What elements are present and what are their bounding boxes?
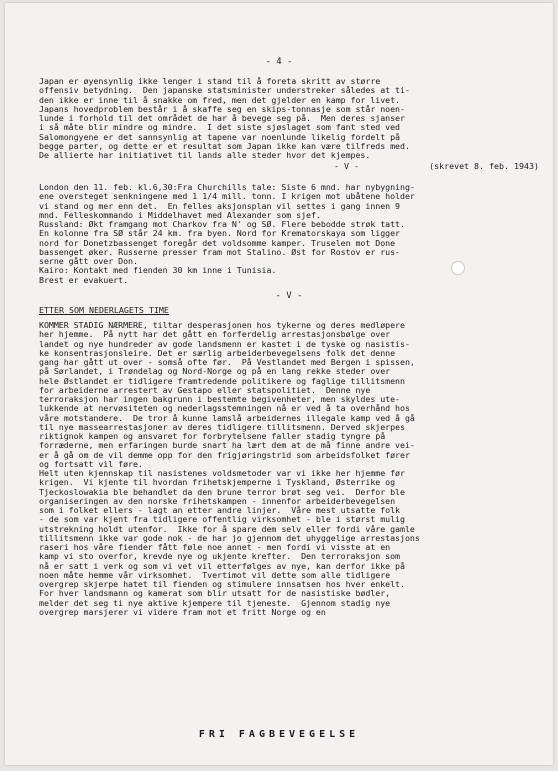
text-line: er å gå om de vil demme opp for den frigjøringstrid som arbeidsfolket fører	[39, 449, 410, 460]
text-line: riktignok kampen og ansvaret for forbrytelsene faller stadig tyngre på	[39, 431, 386, 441]
text-line: og fortsatt vil føre.	[39, 458, 143, 469]
text-line: begge parter, og dette er et resultat som Japan ikke kan være tilfreds med.	[39, 140, 410, 151]
text-line: tillitsmenn ikke var gode nok - de har jo gjennom det uhyggelige arrestasjons	[39, 532, 420, 543]
text-line: Russland: Økt framgang mot Charkov fra N' og SØ. Flere bebodde strøk tatt.	[39, 219, 405, 229]
article-body	[39, 321, 539, 617]
date-line	[39, 162, 539, 171]
text-line: Tjeckoslowakia ble behandlet da den brune terror brøt seg vei. Derfor ble	[39, 486, 405, 497]
document-page	[5, 3, 553, 765]
text-line: som i folket ellers - lagt an etter andre linjer. Våre mest utsatte folk	[39, 505, 400, 515]
text-line: kamp vi sto overfor, krevde nye og ukjente krefter. Den terroraksjon som	[39, 551, 400, 562]
text-line: organiseringen av den norske frihetskampen - innenfor arbeiderbevegelsen	[39, 495, 396, 506]
text-line: Salomongyene er det sannsynlig at tapene var noenlunde likelig fordelt på	[39, 131, 400, 142]
text-line: vi stand og mer enn det. En felles aksjonsplan vil settes i gang innen 9	[39, 200, 400, 211]
text-line: krigen. Vi kjente til hvordan frihetskjemperne i Tyskland, Østerrike og	[39, 477, 396, 488]
text-line: Brest er evakuert.	[39, 274, 129, 285]
text-line: nord for Donetzbassenget foregår det voldsomme kamper. Truselen mot Done	[39, 237, 396, 248]
text-line: utstrekning holdt utenfor. Ikke for å spare dem selv eller fordi våre gamle	[39, 523, 415, 534]
date-note: (skrevet 8. feb. 1943)	[429, 161, 539, 171]
text-line: De allierte har initiativet til lands alle steder hvor det kjempes.	[39, 150, 371, 160]
text-line: hele Østlandet er tidligere framtredende politikere og faglige tillitsmenn	[39, 375, 405, 386]
text-line: Japans hovedproblem består i å skaffe seg en skips-tonnasje som står noen-	[39, 103, 405, 114]
separator-2: - V -	[275, 291, 303, 301]
text-line: for arbeiderne arrestert av Gestapo eller statspolitiet. Denne nye	[39, 384, 371, 395]
footer-title: FRI FAGBEVEGELSE	[198, 729, 360, 740]
japan-section-footer	[39, 162, 539, 171]
text-line: London den 11. feb. kl.6,30:Fra Churchills tale: Siste 6 mnd. har nybygning-	[39, 182, 415, 192]
text-line: nå er satt i verk og som vi vet vil etterfølges av nye, kan derfor ikke på	[39, 560, 405, 571]
text-line: våre motstandere. De tror å kunne lamslå arbeidernes illegale kamp ved å gå	[39, 412, 415, 423]
text-line: lukkende at nervøsiteten og nederlagsstemningen nå er ved å ta overhånd hos	[39, 403, 410, 414]
article-section	[39, 305, 539, 315]
text-line: til nye massearrestasjoner av deres tidligere tillitsmenn. Derved skjerpes	[39, 421, 405, 432]
text-line: på Sørlandet, i Trøndelag og Nord-Norge og på en lang rekke steder over	[39, 366, 391, 377]
text-line: forræderne, men erfaringen burde snart ha lært dem at de må finne andre vei-	[39, 440, 415, 451]
text-line: melder det seg ti nye aktive kjempere til tjeneste. Gjennom stadig nye	[39, 597, 391, 608]
text-line: den ikke er inne til å snakke om fred, men det gjelder en kamp for livet.	[39, 94, 400, 105]
text-line: KOMMER STADIG NÆRMERE, tiltar desperasjonen hos tykerne og deres medløpere	[39, 320, 405, 330]
text-line: - de som var kjent fra tidligere offentlig virksomhet - ble i størst mulig	[39, 514, 405, 525]
text-line: terroraksjon har ingen bakgrunn i bestemte begivenheter, men skyldes ute-	[39, 394, 400, 404]
text-line: gang har gått ut over - somså ofte før. På Vestlandet med Bergen i spissen,	[39, 357, 415, 367]
text-line: landet og nye hundreder av gode landsmenn er kastet i de tyske og nasistis-	[39, 338, 410, 349]
text-line: overgrep marsjerer vi videre fram mot et fritt Norge og en	[39, 606, 326, 617]
japan-section	[39, 77, 539, 160]
text-line: En kolonne fra SØ står 24 km. fra byen. Nord for Krematorskaya som ligger	[39, 228, 400, 239]
article-heading: ETTER SOM NEDERLAGETS TIME	[39, 305, 169, 315]
text-line: lunde i forhold til det området de har å bevege seg på. Men deres sjanser	[39, 113, 405, 123]
page-number: - 4 -	[265, 57, 293, 67]
text-line: Kairo: Kontakt med fienden 30 km inne i Tunisia.	[39, 265, 277, 276]
text-line: ke konsentrasjonsleire. Det er særlig arbeiderbevegelsens folk det denne	[39, 347, 396, 358]
text-line: raseri hos våre fiender fått føle noe annet - men fordi vi visste at en	[39, 542, 391, 552]
text-line: bassenget øker. Russerne presser fram mot Stalino. Øst for Rostov er rus-	[39, 246, 400, 257]
text-line: overgrep skjerpe hatet til fienden og stimulere innsatsen hos hver enkelt.	[39, 579, 405, 589]
text-line: For hver landsmann og kamerat som blir utsatt for de nasistiske bødler,	[39, 588, 391, 599]
text-line: serne gått over Don.	[39, 256, 138, 266]
text-line: ene oversteget senkningene med 1 1/4 mill. tonn. I krigen mot ubåtene holder	[39, 191, 415, 202]
text-line: noen måte hemme vår virksomhet. Tvertimot vil dette som alle tidligere	[39, 569, 391, 580]
text-line: mnd. Felleskommando i Middelhavet med Alexander som sjef.	[39, 209, 321, 220]
separator-1: - V -	[334, 161, 359, 171]
text-line: Helt uten kjennskap til nasistenes voldsmetoder var vi ikke her hjemme før	[39, 468, 405, 478]
text-line: i så måte blir mindre og mindre. I det siste sjøslaget som fant sted ved	[39, 122, 400, 133]
text-line: her hjemme. På nytt har det gått en forferdelig arrestasjonsbølge over	[39, 329, 391, 340]
text-line: offensiv betydning. Den japanske statsminister understreker således at ti-	[39, 85, 410, 96]
news-section	[39, 183, 539, 285]
text-line: Japan er øyensynlig ikke lenger i stand til å foreta skritt av større	[39, 76, 381, 86]
